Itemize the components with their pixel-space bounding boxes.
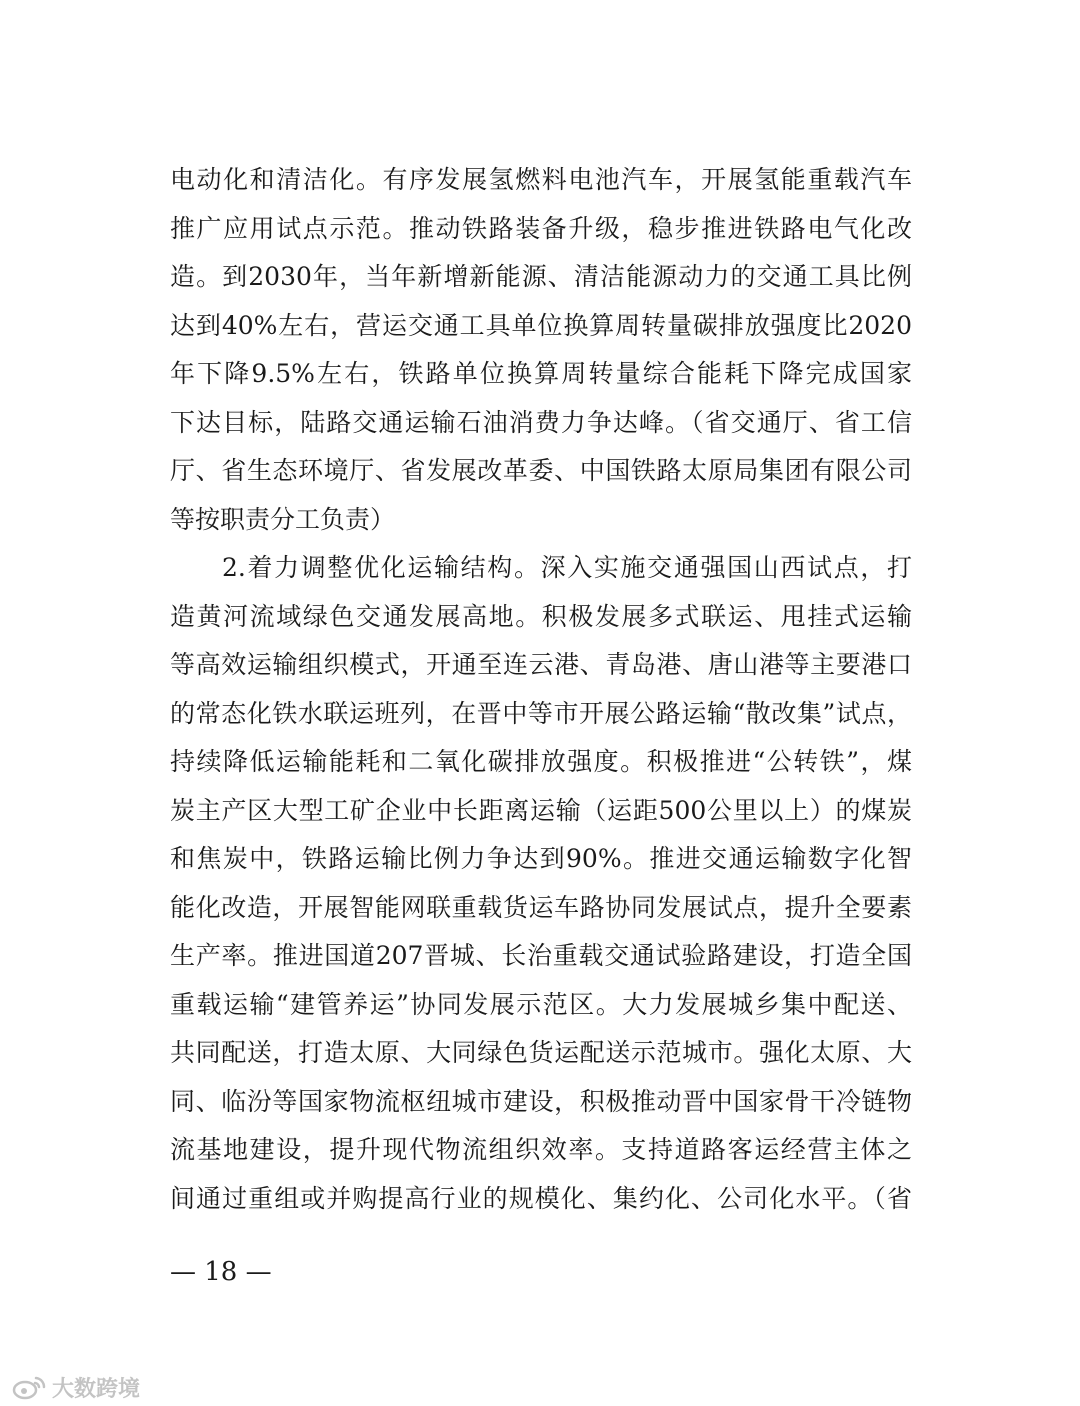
weibo-logo-icon: [10, 1374, 48, 1400]
text-line: 下达目标，陆路交通运输石油消费力争达峰。（省交通厅、省工信: [170, 407, 912, 437]
watermark-text: 大数跨境: [52, 1376, 141, 1402]
text-line: 造黄河流域绿色交通发展高地。积极发展多式联运、甩挂式运输: [170, 601, 912, 631]
text-line: 达到40%左右，营运交通工具单位换算周转量碳排放强度比2020: [170, 310, 912, 340]
text-line: 和焦炭中，铁路运输比例力争达到90%。推进交通运输数字化智: [170, 844, 912, 873]
document-body: [170, 156, 912, 1223]
text-line: 等按职责分工负责）: [170, 504, 396, 534]
text-line: 等高效运输组织模式，开通至连云港、青岛港、唐山港等主要港口: [170, 650, 912, 679]
text-line: 电动化和清洁化。有序发展氢燃料电池汽车，开展氢能重载汽车: [170, 165, 912, 194]
text-line: 同、临汾等国家物流枢纽城市建设，积极推动晋中国家骨干冷链物: [170, 1086, 912, 1116]
text-line: 重载运输“建管养运”协同发展示范区。大力发展城乡集中配送、: [170, 989, 912, 1019]
watermark: [10, 1372, 140, 1402]
text-line: 2.着力调整优化运输结构。深入实施交通强国山西试点，打: [222, 553, 912, 582]
text-line: 流基地建设，提升现代物流组织效率。支持道路客运经营主体之: [170, 1135, 912, 1164]
text-line: 厅、省生态环境厅、省发展改革委、中国铁路太原局集团有限公司: [170, 456, 912, 485]
text-line: 间通过重组或并购提高行业的规模化、集约化、公司化水平。（省: [170, 1183, 912, 1213]
text-line: 年下降9.5%左右，铁路单位换算周转量综合能耗下降完成国家: [170, 359, 912, 388]
text-line: 能化改造，开展智能网联重载货运车路协同发展试点，提升全要素: [170, 892, 912, 922]
text-line: 生产率。推进国道207晋城、长治重载交通试验路建设，打造全国: [170, 941, 912, 970]
text-line: 造。到2030年，当年新增新能源、清洁能源动力的交通工具比例: [170, 262, 912, 291]
text-line: 的常态化铁水联运班列，在晋中等市开展公路运输“散改集”试点，: [170, 698, 912, 728]
text-line: 炭主产区大型工矿企业中长距离运输（运距500公里以上）的煤炭: [170, 795, 912, 825]
page-number: — 18 —: [170, 1257, 272, 1287]
text-line: 推广应用试点示范。推动铁路装备升级，稳步推进铁路电气化改: [170, 213, 912, 243]
text-line: 持续降低运输能耗和二氧化碳排放强度。积极推进“公转铁”，煤: [170, 747, 912, 776]
text-line: 共同配送，打造太原、大同绿色货运配送示范城市。强化太原、大: [170, 1038, 912, 1067]
